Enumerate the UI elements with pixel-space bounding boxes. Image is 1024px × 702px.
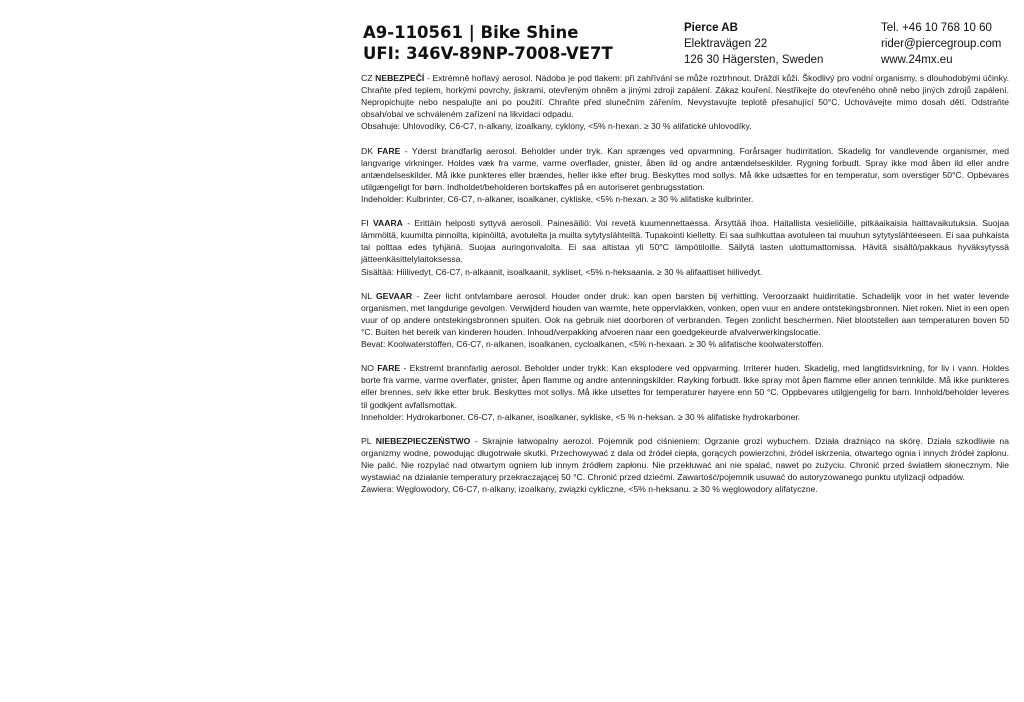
language-code: NL: [361, 290, 372, 301]
product-title: A9-110561 | Bike Shine: [363, 23, 579, 42]
signal-word: VAARA: [372, 218, 403, 229]
contents-statement: Inneholder: Hydrokarboner, C6-C7, n-alkaner, isoalkaner, sykliske, <5 % n-heksan. ≥ 30 % alifatiske hydrokarboner.: [361, 411, 801, 422]
hazard-statements: - Skrajnie łatwopalny aerozol. Pojemnik pod ciśnieniem: Ogrzanie grozi wybuchem. Działa drażniąco na skórę. Działa szkodliwie na organizmy wodne, powodując długotrwałe skutki. Przechowywać z dala od źródeł ciepła, gorących powierzchni, źródeł iskrzenia, otwartego ognia i innych źródeł zapłonu. Nie palić. Nie rozpylać nad otwartym ogniem lub innym źródłem zapłonu. Nie przekłuwać ani nie spalać, nawet po zużyciu. Chronić przed światłem słonecznym. Nie wystawiać na działanie temperatury przekraczającej 50 °C. Chronić przed dziećmi. Zawartość/pojemnik usuwać do autoryzowanego punktu utylizacji odpadów.: [361, 435, 1009, 483]
contact-phone: Tel. +46 10 768 10 60: [881, 22, 992, 34]
language-code: PL: [361, 435, 372, 446]
product-identification: [363, 22, 613, 64]
company-address: [684, 20, 823, 68]
contents-statement: Indeholder: Kulbrinter, C6-C7, n-alkaner, isoalkaner, cykliske, <5% n-hexan. ≥ 30 % alifatiske kulbrinter.: [361, 193, 754, 204]
contents-statement: Bevat: Koolwaterstoffen, C6-C7, n-alkanen, isoalkanen, cycloalkanen, <5% n-hexaan. ≥ 30 % alifatische koolwaterstoffen.: [361, 339, 824, 350]
warning-block-fi: [361, 217, 1009, 277]
signal-word: NIEBEZPIECZEŃSTWO: [375, 435, 471, 446]
warning-block-no: [361, 362, 1009, 422]
hazard-statements: - Extrémně hořlavý aerosol. Nádoba je pod tlakem: při zahřívání se může roztrhnout. Dráždí kůži. Škodlivý pro vodní organismy, s dlouhodobými účinky. Chraňte před teplem, horkými povrchy, jiskrami, otevřeným ohněm a jinými zdroji zapálení. Zákaz kouření. Nestříkejte do otevřeného ohně nebo jiných zdrojů zapálení. Nepropichujte nebo nespalujte ani po použití. Chraňte před slunečním zářením. Nevystavujte teplotě přesahující 50°C. Uchovávejte mimo dosah dětí. Odstraňte obsah/obal ve schváleném zařízení na likvidaci odpadu.: [361, 73, 1010, 120]
label-page: [361, 20, 1010, 495]
signal-word: FARE: [377, 145, 401, 156]
language-code: FI: [361, 218, 369, 229]
hazard-statements: - Zeer licht ontvlambare aerosol. Houder onder druk: kan open barsten bij verhitting. Veroorzaakt huidirritatie. Schadelijk voor in het water levende organismen, met langdurige gevolgen. Verwijderd houden van warmte, hete oppervlakken, vonken, open vuur en andere ontstekingsbronnen. Niet roken. Niet in een open vuur of op andere ontstekingsbronnen spuiten. Ook na gebruik niet doorboren of verbranden. Tegen zonlicht beschermen. Niet blootstellen aan temperaturen boven 50 °C. Buiten het bereik van kinderen houden. Inhoud/verpakking afvoeren naar een goedgekeurde afvalverwerkingslocatie.: [361, 290, 1009, 337]
company-city: 126 30 Hägersten, Sweden: [684, 54, 824, 66]
signal-word: FARE: [377, 363, 401, 374]
language-code: DK: [361, 145, 373, 156]
company-contact: [881, 20, 1001, 68]
signal-word: NEBEZPEČÍ: [375, 73, 425, 83]
warning-block-pl: [361, 435, 1009, 495]
contents-statement: Zawiera: Węglowodory, C6-C7, n-alkany, izoalkany, związki cykliczne, <5% n-heksanu. ≥ 30 % węglowodory alifatyczne.: [361, 484, 818, 495]
warning-block-dk: [361, 145, 1009, 205]
contact-email: rider@piercegroup.com: [881, 38, 1002, 50]
company-name: Pierce AB: [684, 22, 738, 34]
contact-web: www.24mx.eu: [881, 54, 953, 66]
ufi-code: UFI: 346V-89NP-7008-VE7T: [363, 44, 613, 63]
hazard-statements: - Ekstremt brannfarlig aerosol. Beholder under trykk: Kan eksplodere ved oppvarming. Irriterer huden. Skadelig, med langtidsvirkning, for liv i vann. Holdes borte fra varme, varme overflater, gnister, åpen flamme og andre antenningskilder. Røyking forbudt. Ikke spray mot åpen flamme eller annen tennkilde. Må ikke punkteres eller brennes, selv ikke etter bruk. Beskyttes mot sollys. Må ikke utsettes for temperaturer høyere enn 50 °C. Oppbevares utilgjengelig for barn. Innhold/beholder leveres til godkjent avfallsmottak.: [361, 363, 1009, 410]
hazard-warnings: [361, 72, 1009, 507]
hazard-statements: - Erittäin helposti syttyvä aerosoli. Painesäiliö: Voi revetä kuumennettaessa. Ärsyttää ihoa. Haitallista vesieliöille, pitkäaikaisia haittavaikutuksia. Suojaa lämmöltä, kuumilta pinnoilta, kipinöiltä, avotulelta ja muilta sytytyslähteiltä. Tupakointi kielletty. Ei saa suihkuttaa avotuleen tai muuhun sytytyslähteeseen. Ei saa puhkaista tai polttaa edes tyhjänä. Suojaa auringonvalolta. Ei saa altistaa yli 50°C lämpötiloille. Säilytä lasten ulottumattomissa. Hävitä sisältö/pakkaus hyväksytyssä jätteenkäsittelylaitoksessa.: [361, 218, 1009, 265]
language-code: NO: [361, 363, 374, 374]
company-street: Elektravägen 22: [684, 38, 768, 50]
hazard-statements: - Yderst brandfarlig aerosol. Beholder under tryk. Kan sprænges ved opvarmning. Forårsager hudirritation. Skadelig for vandlevende organismer, med langvarige virkninger. Holdes væk fra varme, varme overflader, gnister, åben ild og andre antændelseskilder. Rygning forbudt. Spray ikke mod åben ild eller andre antændelseskilder. Må ikke punkteres eller brændes, heller ikke efter brug. Beskyttes mod sollys. Må ikke udsættes for en temperatur, som overstiger 50°C. Opbevares utilgængeligt for børn. Indholdet/beholderen bortskaffes på en autoriseret genbrugsstation.: [361, 145, 1009, 192]
language-code: CZ: [361, 73, 373, 83]
warning-block-cz: [361, 72, 1009, 132]
warning-block-nl: [361, 290, 1009, 350]
label-header: [361, 20, 1009, 72]
contents-statement: Sisältää: Hiilivedyt, C6-C7, n-alkaanit, isoalkaanit, sykliset, <5% n-heksaania. ≥ 30 % alifaattiset hiilivedyt.: [361, 266, 763, 277]
signal-word: GEVAAR: [375, 290, 413, 301]
contents-statement: Obsahuje: Uhlovodíky, C6-C7, n-alkany, izoalkany, cyklony, <5% n-hexan. ≥ 30 % alifatické uhlovodíky.: [361, 121, 752, 132]
